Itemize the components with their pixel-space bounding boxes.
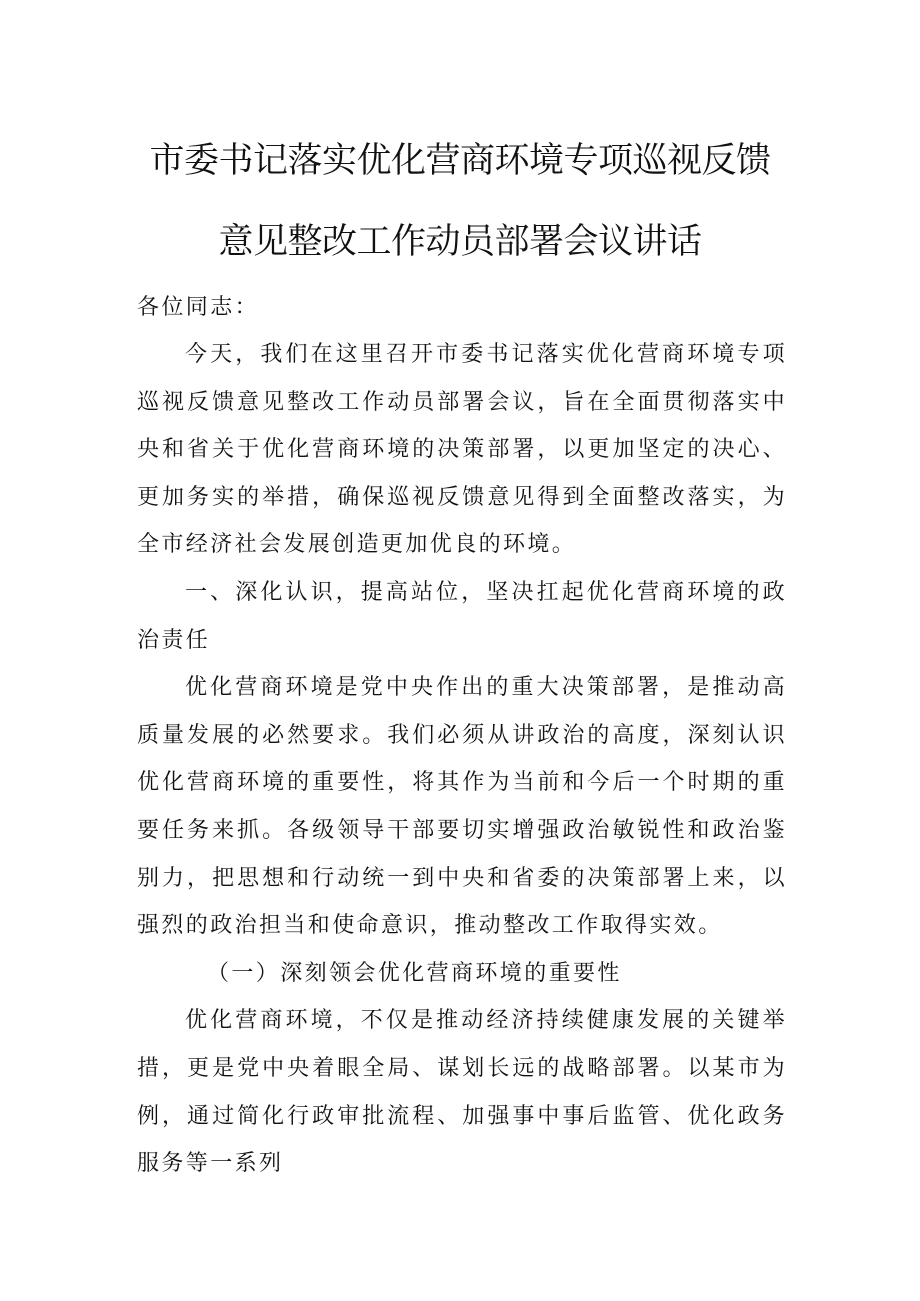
- subsection-heading-1: （一）深刻领会优化营商环境的重要性: [207, 960, 622, 986]
- section-heading-1: 一、深化认识，提高站位，坚决扛起优化营商环境的政治责任: [137, 579, 787, 653]
- greeting: 各位同志：: [137, 295, 260, 320]
- paragraph-subsection-1: 优化营商环境，不仅是推动经济持续健康发展的关键举措，更是党中央着眼全局、谋划长远的战略部署。以某市为例，通过简化行政审批流程、加强事中事后监管、优化政务服务等一系列: [137, 1008, 787, 1177]
- document-body: [137, 331, 787, 1188]
- document-title-line-1: 市委书记落实优化营商环境专项巡视反馈: [149, 141, 771, 181]
- paragraph-intro: 今天，我们在这里召开市委书记落实优化营商环境专项巡视反馈意见整改工作动员部署会议，旨在全面贯彻落实中央和省关于优化营商环境的决策部署，以更加坚定的决心、更加务实的举措，确保巡视反馈意见得到全面整改落实，为全市经济社会发展创造更加优良的环境。: [137, 342, 787, 558]
- document-title-line-2: 意见整改工作动员部署会议讲话: [218, 222, 702, 262]
- paragraph-section-1: 优化营商环境是党中央作出的重大决策部署，是推动高质量发展的必然要求。我们必须从讲政治的高度，深刻认识优化营商环境的重要性，将其作为当前和今后一个时期的重要任务来抓。各级领导干部要切实增强政治敏锐性和政治鉴别力，把思想和行动统一到中央和省委的决策部署上来，以强烈的政治担当和使命意识，推动整改工作取得实效。: [137, 675, 787, 939]
